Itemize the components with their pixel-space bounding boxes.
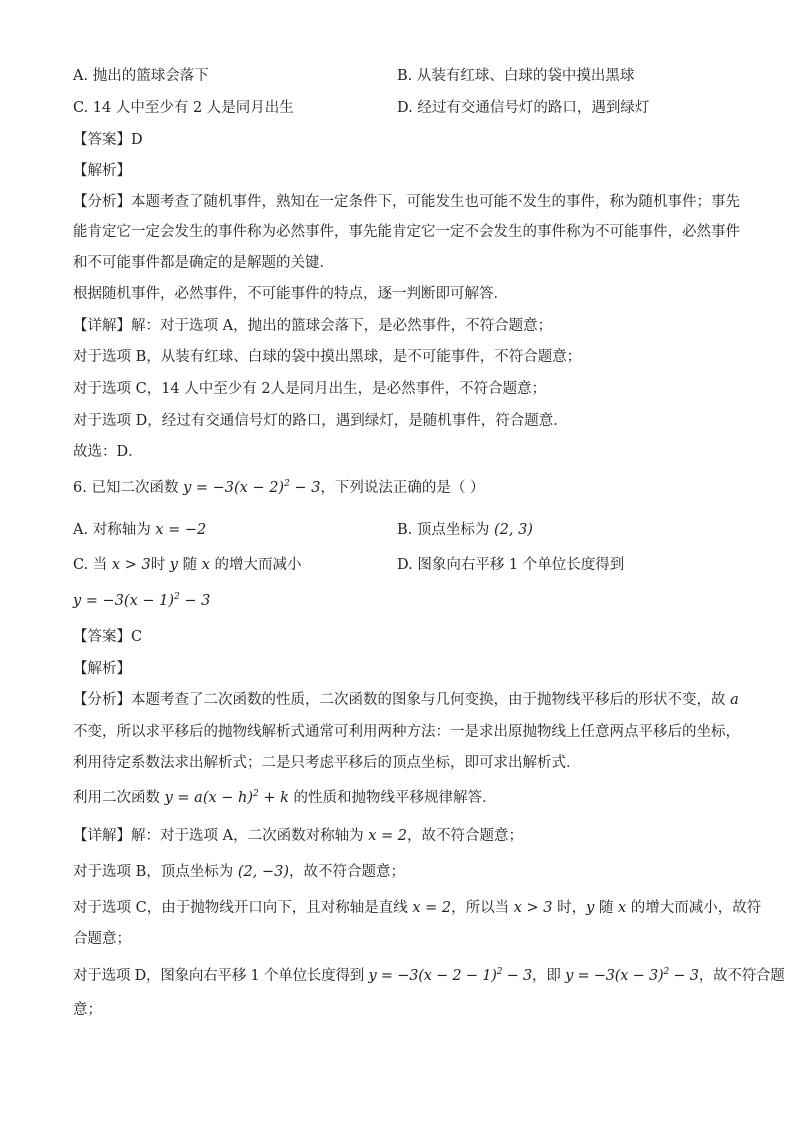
q5-detail-line-3: 对于选项 C，14 人中至少有 2人是同月出生，是必然事件，不符合题意； bbox=[73, 381, 547, 397]
q6-option-b: B. 顶点坐标为 (2, 3) bbox=[397, 522, 533, 538]
q5-option-d: D. 经过有交通信号灯的路口，遇到绿灯 bbox=[397, 100, 650, 116]
q6-stem-formula: $y = -3(x - 2)^2 - 3$ bbox=[183, 479, 321, 496]
q6-detail-line-1: 【详解】解：对于选项 A，二次函数对称轴为 x = 2，故不符合题意； bbox=[73, 828, 523, 844]
q5-analysis-header: 【解析】 bbox=[73, 163, 131, 179]
q6-fenxi-line-3: 利用待定系数法求出解析式；二是只考虑平移后的顶点坐标，即可求出解析式． bbox=[73, 755, 581, 771]
q6-option-d: D. 图象向右平移 1 个单位长度得到 bbox=[397, 557, 625, 573]
q5-detail-line-4: 对于选项 D，经过有交通信号灯的路口，遇到绿灯，是随机事件，符合题意． bbox=[73, 413, 568, 429]
q6-answer: 【答案】C bbox=[73, 629, 143, 645]
q6-fenxi-line-2: 不变，所以求平移后的抛物线解析式通常可利用两种方法：一是求出原抛物线上任意两点平移后的坐标， bbox=[73, 724, 740, 740]
q6-detail-line-2: 对于选项 B，顶点坐标为 (2, −3)，故不符合题意； bbox=[73, 864, 406, 880]
q5-fenxi-line-2: 能肯定它一定会发生的事件称为必然事件，事先能肯定它一定不会发生的事件称为不可能事件，必然事件 bbox=[73, 224, 740, 240]
q6-option-c: C. 当 x > 3时 y 随 x 的增大而减小 bbox=[73, 557, 302, 573]
q5-detail-line-1: 【详解】解：对于选项 A，抛出的篮球会落下，是必然事件，不符合题意； bbox=[73, 318, 553, 334]
q6-fenxi-line-4: 利用二次函数 $y = a(x - h)^2 + k$ 的性质和抛物线平移规律解答． bbox=[73, 789, 497, 806]
q5-detail-line-2: 对于选项 B，从装有红球、白球的袋中摸出黑球，是不可能事件，不符合题意； bbox=[73, 349, 582, 365]
q6-stem: 6. 已知二次函数 $y = -3(x - 2)^2 - 3$，下列说法正确的是（ ） bbox=[73, 479, 485, 496]
q5-option-a: A. 抛出的篮球会落下 bbox=[73, 68, 209, 84]
q6-fenxi-line-1: 【分析】本题考查了二次函数的性质，二次函数的图象与几何变换，由于抛物线平移后的形状不变，故 a bbox=[73, 692, 739, 708]
q5-fenxi-line-1: 【分析】本题考查了随机事件，熟知在一定条件下，可能发生也可能不发生的事件，称为随机事件；事先 bbox=[73, 194, 740, 210]
q5-option-c: C. 14 人中至少有 2 人是同月出生 bbox=[73, 100, 294, 116]
q5-fenxi-line-4: 根据随机事件，必然事件，不可能事件的特点，逐一判断即可解答． bbox=[73, 286, 508, 302]
q5-fenxi-line-3: 和不可能事件都是确定的是解题的关键． bbox=[73, 255, 334, 271]
q6-option-d-formula: $y = -3(x - 1)^2 - 3$ bbox=[73, 592, 211, 609]
q5-option-b: B. 从装有红球、白球的袋中摸出黑球 bbox=[397, 68, 635, 84]
q6-detail-line-4: 对于选项 D，图象向右平移 1 个单位长度得到 $y = -3(x - 2 - 1)^2 - 3$，即 $y = -3(x - 3)^2 - 3$，故不符合题 bbox=[73, 967, 785, 984]
q6-detail-line-3: 对于选项 C，由于抛物线开口向下，且对称轴是直线 x = 2，所以当 x > 3 时，y 随 x 的增大而减小，故符 bbox=[73, 900, 762, 916]
q5-answer: 【答案】D bbox=[73, 132, 143, 148]
q5-choose: 故选：D． bbox=[73, 444, 143, 460]
q6-analysis-header: 【解析】 bbox=[73, 661, 131, 677]
q6-detail-line-4b: 意； bbox=[73, 1002, 102, 1018]
q6-option-a: A. 对称轴为 x = −2 bbox=[73, 522, 207, 538]
q6-detail-line-3b: 合题意； bbox=[73, 931, 131, 947]
